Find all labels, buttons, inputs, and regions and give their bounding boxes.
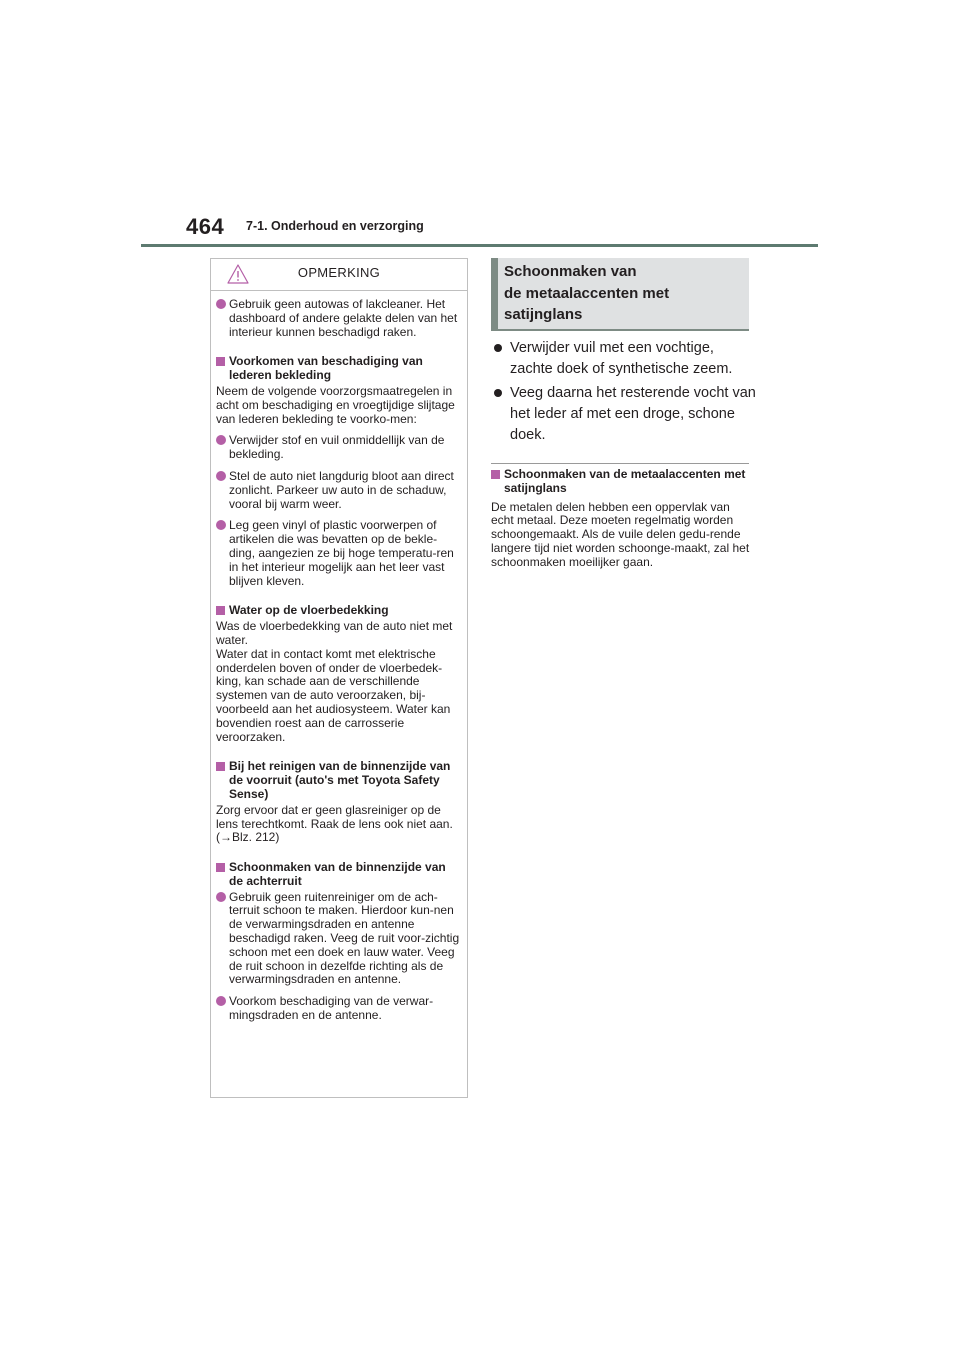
bullet-icon [494, 344, 502, 352]
header-rule [141, 244, 818, 247]
bullet-icon [216, 471, 226, 481]
bullet-icon [216, 299, 226, 309]
bullet-icon [216, 996, 226, 1006]
right-rule [491, 463, 749, 464]
note-item [216, 434, 461, 462]
bullet-icon [216, 892, 226, 902]
right-list-item [494, 383, 756, 446]
note-item [216, 519, 461, 588]
note-item [216, 995, 461, 1023]
square-bullet-icon [216, 357, 225, 366]
note-header [211, 259, 467, 291]
right-info-paragraph: De metalen delen hebben een oppervlak van echt metaal. Deze moeten regelmatig worden schoongemaakt. Als de vuile delen gedu-rende langere tijd niet worden schoonge-maakt, zal het schoonmaken moeilijker gaan. [491, 499, 750, 569]
note-title: OPMERKING [297, 265, 381, 280]
note-item-text: Verwijder stof en vuil onmiddellijk van de bekleding. [229, 433, 445, 462]
note-body [211, 291, 467, 1023]
note-item-text: Voorkom beschadiging van de verwar-mingsdraden en de antenne. [229, 994, 434, 1023]
note-subheading [216, 355, 461, 383]
side-heading-line: satijnglans [504, 306, 583, 323]
square-bullet-icon [216, 606, 225, 615]
note-subheading-text: Schoonmaken van de binnenzijde van de achterruit [229, 860, 446, 888]
note-paragraph: Was de vloerbedekking van de auto niet met water. [216, 619, 453, 647]
side-heading-line: Schoonmaken van [504, 263, 637, 280]
note-subheading [216, 861, 461, 889]
note-paragraph: Neem de volgende voorzorgsmaatregelen in acht om beschadiging en vroegtijdige slijtage van lederen bekleding te voorko-men: [216, 383, 455, 426]
side-heading [491, 258, 749, 331]
note-item-text: Leg geen vinyl of plastic voorwerpen of artikelen die was bevatten op de bekle-ding, aangezien ze bij hoge temperatu-ren in het interieur mogelijk aan het leer vast blijven kleven. [229, 518, 454, 588]
bullet-icon [494, 389, 502, 397]
bullet-icon [216, 435, 226, 445]
note-subheading-text: Bij het reinigen van de binnenzijde van de voorruit (auto's met Toyota Safety Sense) [229, 759, 451, 801]
note-subheading-text: Voorkomen van beschadiging van lederen bekleding [229, 354, 423, 383]
side-heading-line: de metaalaccenten met [504, 284, 670, 302]
right-info-heading-text: Schoonmaken van de metaalaccenten met satijnglans [504, 467, 746, 495]
square-bullet-icon [216, 762, 225, 771]
note-item [216, 298, 461, 339]
right-info [491, 468, 753, 570]
note-subheading-text: Water op de vloerbedekking [229, 603, 389, 618]
note-box [210, 258, 468, 1098]
page-number: 464 [186, 214, 225, 239]
bullet-icon [216, 520, 226, 530]
note-subheading [216, 760, 461, 801]
note-subheading [216, 604, 461, 618]
right-list-item-text: Verwijder vuil met een vochtige, zachte doek of synthetische zeem. [510, 340, 733, 377]
note-item-text: Stel de auto niet langdurig bloot aan direct zonlicht. Parkeer uw auto in de schaduw, vooral bij warm weer. [229, 468, 454, 511]
note-item-text: Gebruik geen ruitenreiniger om de ach-terruit schoon te maken. Hierdoor kun-nen de verwarmingsdraden en antenne beschadigd raken. Veeg de ruit voor-zichtig schoon met een doek en lauw water. Veeg de ruit schoon in dezelfde richting als de verwarmingsdraden en antenne. [229, 889, 460, 987]
square-bullet-icon [491, 470, 500, 479]
note-item [216, 470, 461, 511]
note-paragraph: Water dat in contact komt met elektrische onderdelen boven of onder de vloerbedek-king, kan schade aan de verschillende systemen van de auto veroorzaken, bij-voorbeeld aan het audiosysteem. Water kan bovendien roest aan de carrosserie veroorzaken. [216, 646, 451, 744]
section-title: 7-1. Onderhoud en verzorging [246, 219, 424, 233]
right-list [494, 338, 756, 449]
side-heading-text [504, 261, 669, 326]
note-item [216, 891, 461, 988]
side-heading-bar [491, 258, 498, 329]
note-paragraph: Zorg ervoor dat er geen glasreiniger op de lens terechtkomt. Raak de lens ook niet aan. (→Blz. 212) [216, 802, 453, 845]
note-item-text: Gebruik geen autowas of lakcleaner. Het dashboard of andere gelakte delen van het interieur kunnen beschadigd raken. [229, 297, 458, 339]
right-info-heading [491, 468, 753, 496]
right-list-item [494, 338, 756, 380]
right-list-item-text: Veeg daarna het resterende vocht van het leder af met een droge, schone doek. [510, 385, 756, 443]
square-bullet-icon [216, 863, 225, 872]
